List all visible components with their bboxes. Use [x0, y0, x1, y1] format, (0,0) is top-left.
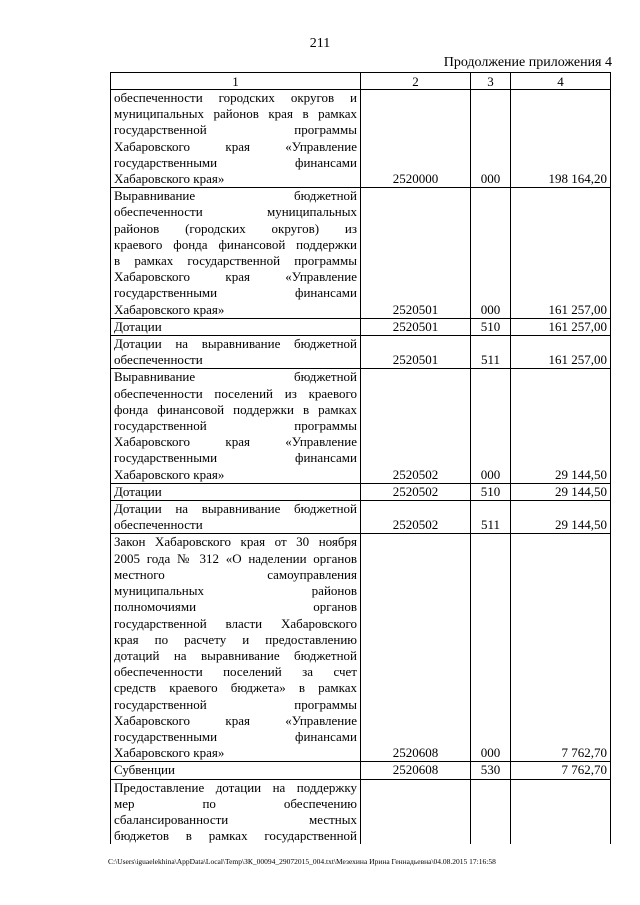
row-name-line: государственными финансами: [114, 728, 357, 744]
row-name-line: дотаций на выравнивание бюджетной: [114, 647, 357, 663]
header-cell-1: 1: [111, 73, 361, 90]
row-sum-cell: 7 762,70: [511, 534, 611, 762]
row-type-cell: 000: [471, 369, 511, 483]
row-name-line: Дотации на выравнивание бюджетной: [114, 336, 357, 352]
row-type-cell: 511: [471, 501, 511, 534]
row-sum-cell: 198 164,20: [511, 90, 611, 188]
row-type-cell: 510: [471, 318, 511, 335]
row-name-line: муниципальных районов: [114, 583, 357, 599]
row-name-line: обеспеченности муниципальных: [114, 204, 357, 220]
table-row: [111, 534, 611, 762]
row-name-line: краевого фонда финансовой поддержки: [114, 236, 357, 252]
row-name-line: Хабаровского края «Управление: [114, 434, 357, 450]
table-row: [111, 369, 611, 483]
row-name-line: Предоставление дотации на поддержку: [114, 779, 357, 795]
row-code-cell: 2520501: [361, 188, 471, 319]
row-name-cell: [111, 483, 361, 500]
row-code-cell: 2520502: [361, 369, 471, 483]
header-cell-4: 4: [511, 73, 611, 90]
row-name-line: обеспеченности поселений из краевого: [114, 385, 357, 401]
budget-table-body: [111, 73, 611, 845]
row-code-cell: 2520501: [361, 336, 471, 369]
row-code-cell: 2520608: [361, 534, 471, 762]
row-sum-cell: [511, 779, 611, 844]
row-name-line: бюджетов в рамках государственной: [114, 828, 357, 844]
row-name-line: Хабаровского края «Управление: [114, 269, 357, 285]
row-name-line: Хабаровского края»: [114, 466, 225, 482]
row-name-cell: [111, 501, 361, 534]
budget-table: [110, 72, 611, 844]
row-name-line: мер по обеспечению: [114, 795, 357, 811]
row-name-line: Дотации на выравнивание бюджетной: [114, 501, 357, 517]
row-name-line: Закон Хабаровского края от 30 ноября: [114, 534, 357, 550]
row-name-line: государственной программы: [114, 696, 357, 712]
row-name-line: 2005 года № 312 «О наделении органов: [114, 550, 357, 566]
row-name-line: обеспеченности: [114, 517, 203, 533]
row-sum-cell: 7 762,70: [511, 762, 611, 779]
footer-file-path: C:\Users\iguaelekhina\AppData\Local\Temp\ЗК_00094_29072015_004.txt\Мезехина Ирина Геннадьевна\04.08.2015 17:16:58: [108, 857, 496, 866]
header-cell-3: 3: [471, 73, 511, 90]
row-name-line: Субвенции: [114, 762, 175, 778]
continuation-label: Продолжение приложения 4: [443, 55, 612, 70]
row-type-cell: 000: [471, 188, 511, 319]
row-name-cell: [111, 762, 361, 779]
page-number: 211: [309, 36, 331, 51]
row-name-line: края по расчету и предоставлению: [114, 631, 357, 647]
row-name-line: государственными финансами: [114, 285, 357, 301]
table-row: [111, 188, 611, 319]
header-cell-2: 2: [361, 73, 471, 90]
row-sum-cell: 161 257,00: [511, 318, 611, 335]
row-name-line: государственными финансами: [114, 450, 357, 466]
row-type-cell: 511: [471, 336, 511, 369]
row-name-cell: [111, 534, 361, 762]
row-name-line: Выравнивание бюджетной: [114, 188, 357, 204]
row-sum-cell: 29 144,50: [511, 369, 611, 483]
table-row: [111, 336, 611, 369]
row-name-line: государственной власти Хабаровского: [114, 615, 357, 631]
table-row: [111, 318, 611, 335]
row-name-line: государственными финансами: [114, 154, 357, 170]
row-name-line: Выравнивание бюджетной: [114, 369, 357, 385]
row-code-cell: 2520502: [361, 483, 471, 500]
row-name-line: Дотации: [114, 483, 162, 499]
row-type-cell: 000: [471, 90, 511, 188]
row-name-line: местного самоуправления: [114, 566, 357, 582]
row-type-cell: 510: [471, 483, 511, 500]
row-name-line: государственной программы: [114, 418, 357, 434]
row-name-line: Хабаровского края «Управление: [114, 138, 357, 154]
table-row: [111, 779, 611, 844]
row-name-line: обеспеченности поселений за счет: [114, 664, 357, 680]
row-name-line: обеспеченности городских округов и: [114, 90, 357, 105]
row-name-line: Хабаровского края «Управление: [114, 712, 357, 728]
row-name-cell: [111, 188, 361, 319]
row-sum-cell: 29 144,50: [511, 501, 611, 534]
row-name-line: сбалансированности местных: [114, 811, 357, 827]
row-code-cell: 2520000: [361, 90, 471, 188]
table-row: [111, 483, 611, 500]
row-type-cell: 000: [471, 534, 511, 762]
row-name-line: в рамках государственной программы: [114, 253, 357, 269]
row-name-line: полномочиями органов: [114, 599, 357, 615]
row-sum-cell: 161 257,00: [511, 336, 611, 369]
row-name-line: обеспеченности: [114, 352, 203, 368]
row-sum-cell: 161 257,00: [511, 188, 611, 319]
row-name-line: государственной программы: [114, 122, 357, 138]
table-row: [111, 501, 611, 534]
row-name-line: Хабаровского края»: [114, 301, 225, 317]
row-code-cell: [361, 779, 471, 844]
table-row: [111, 90, 611, 188]
row-type-cell: [471, 779, 511, 844]
row-name-cell: [111, 779, 361, 844]
row-name-line: средств краевого бюджета» в рамках: [114, 680, 357, 696]
row-type-cell: 530: [471, 762, 511, 779]
table-header-row: [111, 73, 611, 90]
row-sum-cell: 29 144,50: [511, 483, 611, 500]
row-code-cell: 2520502: [361, 501, 471, 534]
row-name-cell: [111, 90, 361, 188]
row-name-line: Хабаровского края»: [114, 745, 225, 761]
row-name-line: районов (городских округов) из: [114, 220, 357, 236]
row-name-cell: [111, 336, 361, 369]
row-name-cell: [111, 318, 361, 335]
row-code-cell: 2520608: [361, 762, 471, 779]
row-name-line: Хабаровского края»: [114, 171, 225, 187]
table-row: [111, 762, 611, 779]
row-name-line: муниципальных районов края в рамках: [114, 106, 357, 122]
row-name-line: Дотации: [114, 318, 162, 334]
row-name-line: фонда финансовой поддержки в рамках: [114, 401, 357, 417]
row-name-cell: [111, 369, 361, 483]
row-code-cell: 2520501: [361, 318, 471, 335]
